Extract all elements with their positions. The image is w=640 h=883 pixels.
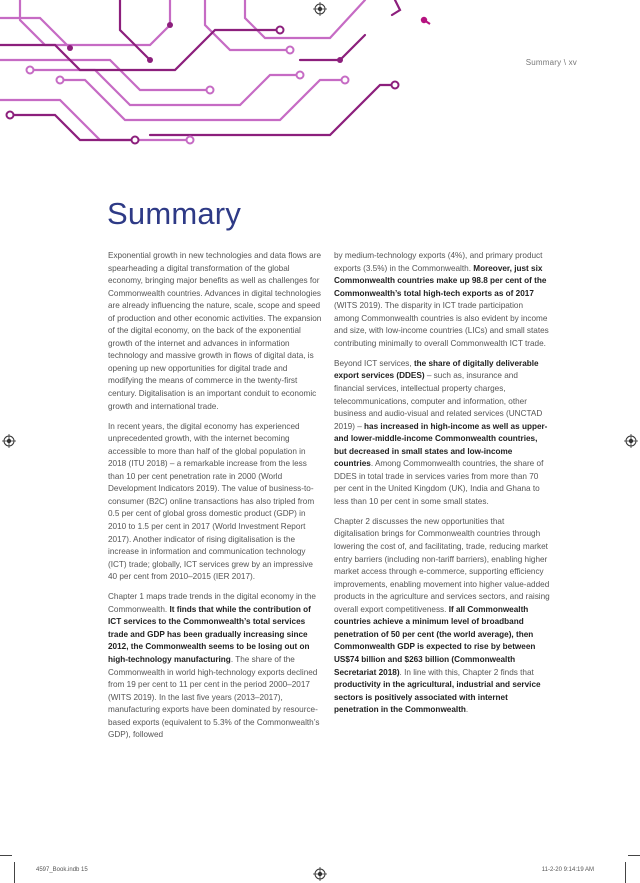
paragraph-text: Beyond ICT services, xyxy=(334,358,414,368)
key-finding: Moreover, just six Commonwealth countries make up 98.8 per cent of the Commonwealth’s total high-tech exports as of 2017 xyxy=(334,263,547,298)
paragraph-text: by medium-technology exports (4%), and primary product exports (3.5%) in the Commonwealth. xyxy=(334,251,543,273)
page-title: Summary xyxy=(107,196,242,231)
paragraph xyxy=(334,358,550,509)
circuit-node xyxy=(7,112,14,119)
slug-filename: 4597_Book.indb 15 xyxy=(36,867,88,873)
paragraph-text: . In line with this, Chapter 2 finds that xyxy=(399,667,534,677)
paragraph xyxy=(108,591,324,742)
registration-mark-top xyxy=(313,2,327,16)
paragraph xyxy=(334,516,550,717)
circuit-node xyxy=(147,57,153,63)
circuit-line xyxy=(150,85,395,135)
circuit-node xyxy=(287,47,294,54)
registration-mark-bottom xyxy=(313,867,327,881)
key-finding: the share of digitally deliverable export services (DDES) xyxy=(334,358,539,381)
circuit-graphic xyxy=(0,0,640,150)
key-finding: If all Commonwealth countries achieve a minimum level of broadband penetration of 50 per cent (the world average), then Commonwealth GDP is expected to rise by between US$74 billion and $263 billion (Commonwealth Secretariat 2018) xyxy=(334,604,536,677)
circuit-line xyxy=(120,0,150,60)
circuit-node xyxy=(67,45,73,51)
paragraph-text: . The share of the Commonwealth in world high-technology exports declined from 19 per cent to 11 per cent in the period 2000–2017 (WITS 2019). In the last five years (2013–2017), manufacturing exports have been dominated by resource-based exports (equivalent to 5.3% of the Commonwealth’s GDP), followed xyxy=(108,654,320,740)
crop-mark xyxy=(14,862,15,883)
key-finding: productivity in the agricultural, industrial and service sectors is positively associated with internet penetration in the Commonwealth xyxy=(334,680,541,715)
circuit-node xyxy=(167,22,173,28)
circuit-node xyxy=(342,77,349,84)
circuit-node xyxy=(392,82,399,89)
paragraph-text: – such as, insurance and financial services, intellectual property charges, telecommunications, computer and information, other business and audio-visual and related services (UNCTAD 2019) – xyxy=(334,371,543,431)
registration-mark-right xyxy=(624,434,638,448)
paragraph-text: (WITS 2019). The disparity in ICT trade participation among Commonwealth countries is also evident by income and size, with low-income countries (LICs) and small states contributing minimally to overall Commonwealth ICT trade. xyxy=(334,301,549,348)
circuit-line xyxy=(0,60,210,90)
registration-mark-left xyxy=(2,434,16,448)
circuit-line xyxy=(0,18,70,48)
paragraph-text: . Among Commonwealth countries, the share of DDES in total trade in services varies from more than 70 per cent in the United Kingdom (UK), India and Ghana to less than 10 per cent in some small states. xyxy=(334,459,544,506)
left-column xyxy=(108,250,324,749)
paragraph-text: Chapter 1 maps trade trends in the digital economy in the Commonwealth. xyxy=(108,592,316,614)
circuit-node xyxy=(337,57,343,63)
running-head: Summary \ xv xyxy=(525,58,577,67)
circuit-node xyxy=(187,137,194,144)
circuit-line xyxy=(60,80,345,120)
key-finding: It finds that while the contribution of ICT services to the Commonwealth’s total services trade and GDP has been gradually increasing since 2012, the Commonwealth seems to be losing out on high-technology manufacturing xyxy=(108,604,311,664)
circuit-node xyxy=(297,72,304,79)
circuit-line xyxy=(10,115,135,140)
crop-mark xyxy=(625,862,626,883)
paragraph: In recent years, the digital economy has experienced unprecedented growth, with the internet becoming accessible to more than half of the global population in 2018 (ITU 2018) – a remarkable increase from the less than 10 per cent penetration rate in 2000 (World Development Indicators 2019). The value of business-to-consumer (B2C) online transactions has also tripled from 0.5 per cent of global gross domestic product (GDP) in 2010 to 1.5 per cent in 2017 (World Investment Report 2017). Another indicator of rising digitalisation is the increase in information and communication technology (ICT) trade; globally, ICT services grew by an impressive 40 per cent from 2010–2015 (IER 2017). xyxy=(108,421,315,582)
circuit-node xyxy=(207,87,214,94)
circuit-line xyxy=(20,0,170,45)
right-column xyxy=(334,250,550,724)
crop-mark xyxy=(0,855,12,856)
paragraph-text: Chapter 2 discusses the new opportunities that digitalisation brings for Commonwealth countries through lowering the cost of, and facilitating, trade, reducing market entry barriers (including non-tariff barriers), enabling higher market access through e-commerce, supporting efficiency improvements, enabling movement into higher value-added products in the agriculture and services sectors, and raising overall export competitiveness. xyxy=(334,516,550,614)
paragraph-text: . xyxy=(465,705,469,715)
circuit-node xyxy=(132,137,139,144)
circuit-node xyxy=(277,27,284,34)
paragraph: Exponential growth in new technologies and data flows are spearheading a digital transformation of the global economy, bringing major benefits as well as challenges for Commonwealth countries. Advances in digital technologies are already influencing the nature, scale, scope and speed of production and other economic activities. The expansion of the digital economy, on the back of the exponential growth of the internet and advances in information technology and massive growth in flows of digital data, is opening up new opportunities for digital trade and modifying the means of commerce in the twenty-first century. Digitalisation is an important conduit to economic growth and international trade. xyxy=(108,251,322,411)
circuit-line xyxy=(245,0,365,38)
paragraph xyxy=(334,250,550,350)
key-finding: has increased in high-income as well as upper- and lower-middle-income Commonwealth countries, but decreased in small states and low-income countries xyxy=(334,421,548,469)
circuit-line xyxy=(205,0,290,50)
circuit-line xyxy=(30,70,300,105)
circuit-node xyxy=(27,67,34,74)
slug-timestamp: 11-2-20 9:14:19 AM xyxy=(541,867,594,873)
crop-mark xyxy=(628,855,640,856)
circuit-node xyxy=(57,77,64,84)
circuit-line xyxy=(392,0,400,15)
